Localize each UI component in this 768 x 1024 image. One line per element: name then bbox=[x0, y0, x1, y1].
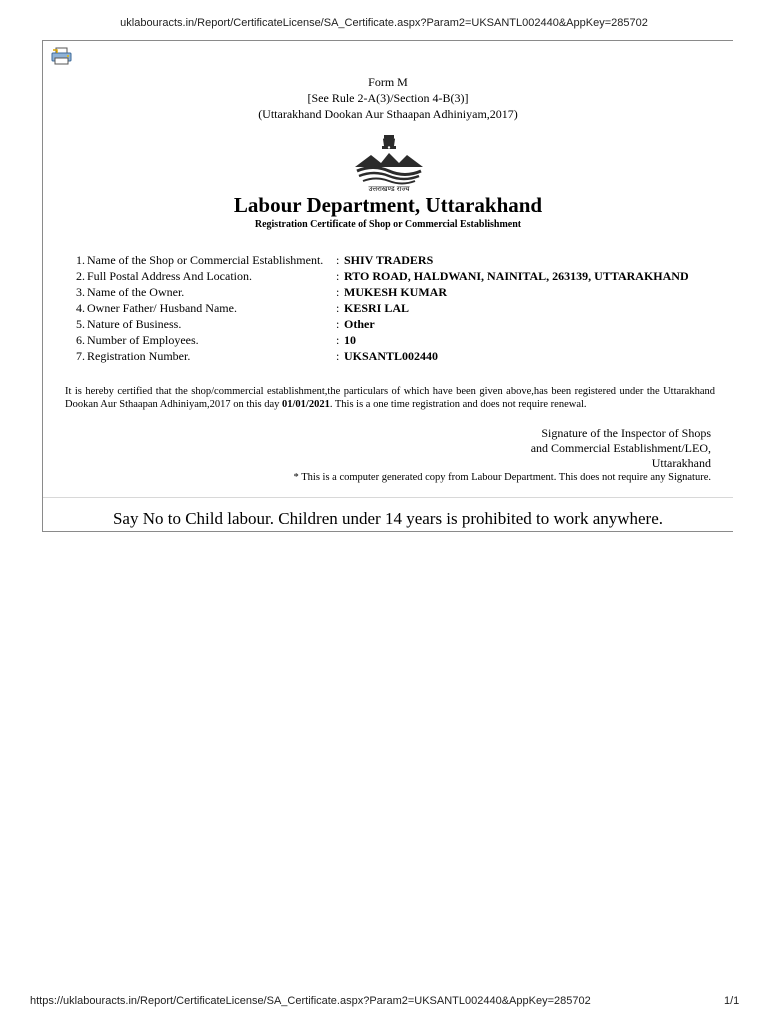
form-heading bbox=[43, 74, 733, 122]
detail-colon: : bbox=[336, 349, 340, 363]
detail-colon: : bbox=[336, 317, 340, 331]
signature-line: Signature of the Inspector of Shops bbox=[541, 426, 711, 440]
inspector-signature-block bbox=[531, 426, 711, 471]
establishment-details bbox=[70, 252, 689, 364]
registration-date: 01/01/2021 bbox=[281, 399, 330, 410]
detail-value: KESRI LAL bbox=[344, 301, 410, 315]
detail-value: UKSANTL002440 bbox=[344, 349, 439, 363]
detail-label: Owner Father/ Husband Name. bbox=[87, 301, 237, 315]
page-counter: 1/1 bbox=[724, 995, 740, 1007]
browser-footer-url: https://uklabouracts.in/Report/CertificateLicense/SA_Certificate.aspx?Param2=UKSANTL002440&AppKey=285702 bbox=[30, 995, 591, 1007]
detail-value: SHIV TRADERS bbox=[344, 253, 434, 267]
detail-value: 10 bbox=[344, 333, 356, 347]
detail-row bbox=[70, 252, 689, 268]
detail-row bbox=[70, 348, 689, 364]
emblem-caption: उत्तराखण्ड राज्य bbox=[368, 185, 410, 193]
certificate-frame bbox=[42, 40, 733, 532]
detail-row bbox=[70, 332, 689, 348]
browser-header-url: uklabouracts.in/Report/CertificateLicense/SA_Certificate.aspx?Param2=UKSANTL002440&AppKey=285702 bbox=[120, 17, 648, 29]
detail-label: Number of Employees. bbox=[87, 333, 199, 347]
certification-statement bbox=[65, 385, 715, 411]
print-icon[interactable] bbox=[51, 47, 73, 65]
detail-row bbox=[70, 284, 689, 300]
signature-line: Uttarakhand bbox=[651, 456, 711, 470]
divider bbox=[43, 497, 733, 498]
rule-reference: [See Rule 2-A(3)/Section 4-B(3)] bbox=[307, 91, 469, 105]
detail-colon: : bbox=[336, 269, 340, 283]
department-title: Labour Department, Uttarakhand bbox=[233, 193, 543, 217]
detail-value: RTO ROAD, HALDWANI, NAINITAL, 263139, UTTARAKHAND bbox=[344, 269, 689, 283]
detail-number: 2. bbox=[76, 269, 85, 283]
detail-colon: : bbox=[336, 253, 340, 267]
statement-text: It is hereby certified that the shop/commercial establishment,the particulars of which have been given above,has been registered under the Uttarakhand Dookan Aur Sthaapan Adhiniyam,2017 on this day bbox=[65, 386, 715, 410]
detail-row bbox=[70, 316, 689, 332]
detail-colon: : bbox=[336, 301, 340, 315]
certificate-subtitle: Registration Certificate of Shop or Commercial Establishment bbox=[254, 219, 522, 230]
detail-row bbox=[70, 300, 689, 316]
detail-row bbox=[70, 268, 689, 284]
statement-text-end: . This is a one time registration and does not require renewal. bbox=[329, 399, 587, 410]
detail-label: Full Postal Address And Location. bbox=[87, 269, 252, 283]
signature-line: and Commercial Establishment/LEO, bbox=[530, 441, 711, 455]
detail-label: Nature of Business. bbox=[87, 317, 182, 331]
detail-number: 6. bbox=[76, 333, 85, 347]
uttarakhand-emblem-icon bbox=[351, 133, 427, 195]
detail-label: Name of the Shop or Commercial Establishment. bbox=[87, 253, 324, 267]
detail-value: Other bbox=[344, 317, 375, 331]
child-labour-slogan: Say No to Child labour. Children under 14 years is prohibited to work anywhere. bbox=[112, 509, 664, 528]
detail-value: MUKESH KUMAR bbox=[344, 285, 447, 299]
detail-label: Name of the Owner. bbox=[87, 285, 185, 299]
detail-label: Registration Number. bbox=[87, 349, 191, 363]
computer-generated-note: * This is a computer generated copy from Labour Department. This does not require any Signature. bbox=[293, 472, 711, 483]
form-title: Form M bbox=[368, 75, 408, 89]
detail-number: 3. bbox=[76, 285, 85, 299]
detail-number: 7. bbox=[76, 349, 85, 363]
detail-number: 5. bbox=[76, 317, 85, 331]
detail-number: 1. bbox=[76, 253, 85, 267]
detail-number: 4. bbox=[76, 301, 85, 315]
detail-colon: : bbox=[336, 285, 340, 299]
act-reference: (Uttarakhand Dookan Aur Sthaapan Adhiniyam,2017) bbox=[258, 107, 518, 121]
detail-colon: : bbox=[336, 333, 340, 347]
